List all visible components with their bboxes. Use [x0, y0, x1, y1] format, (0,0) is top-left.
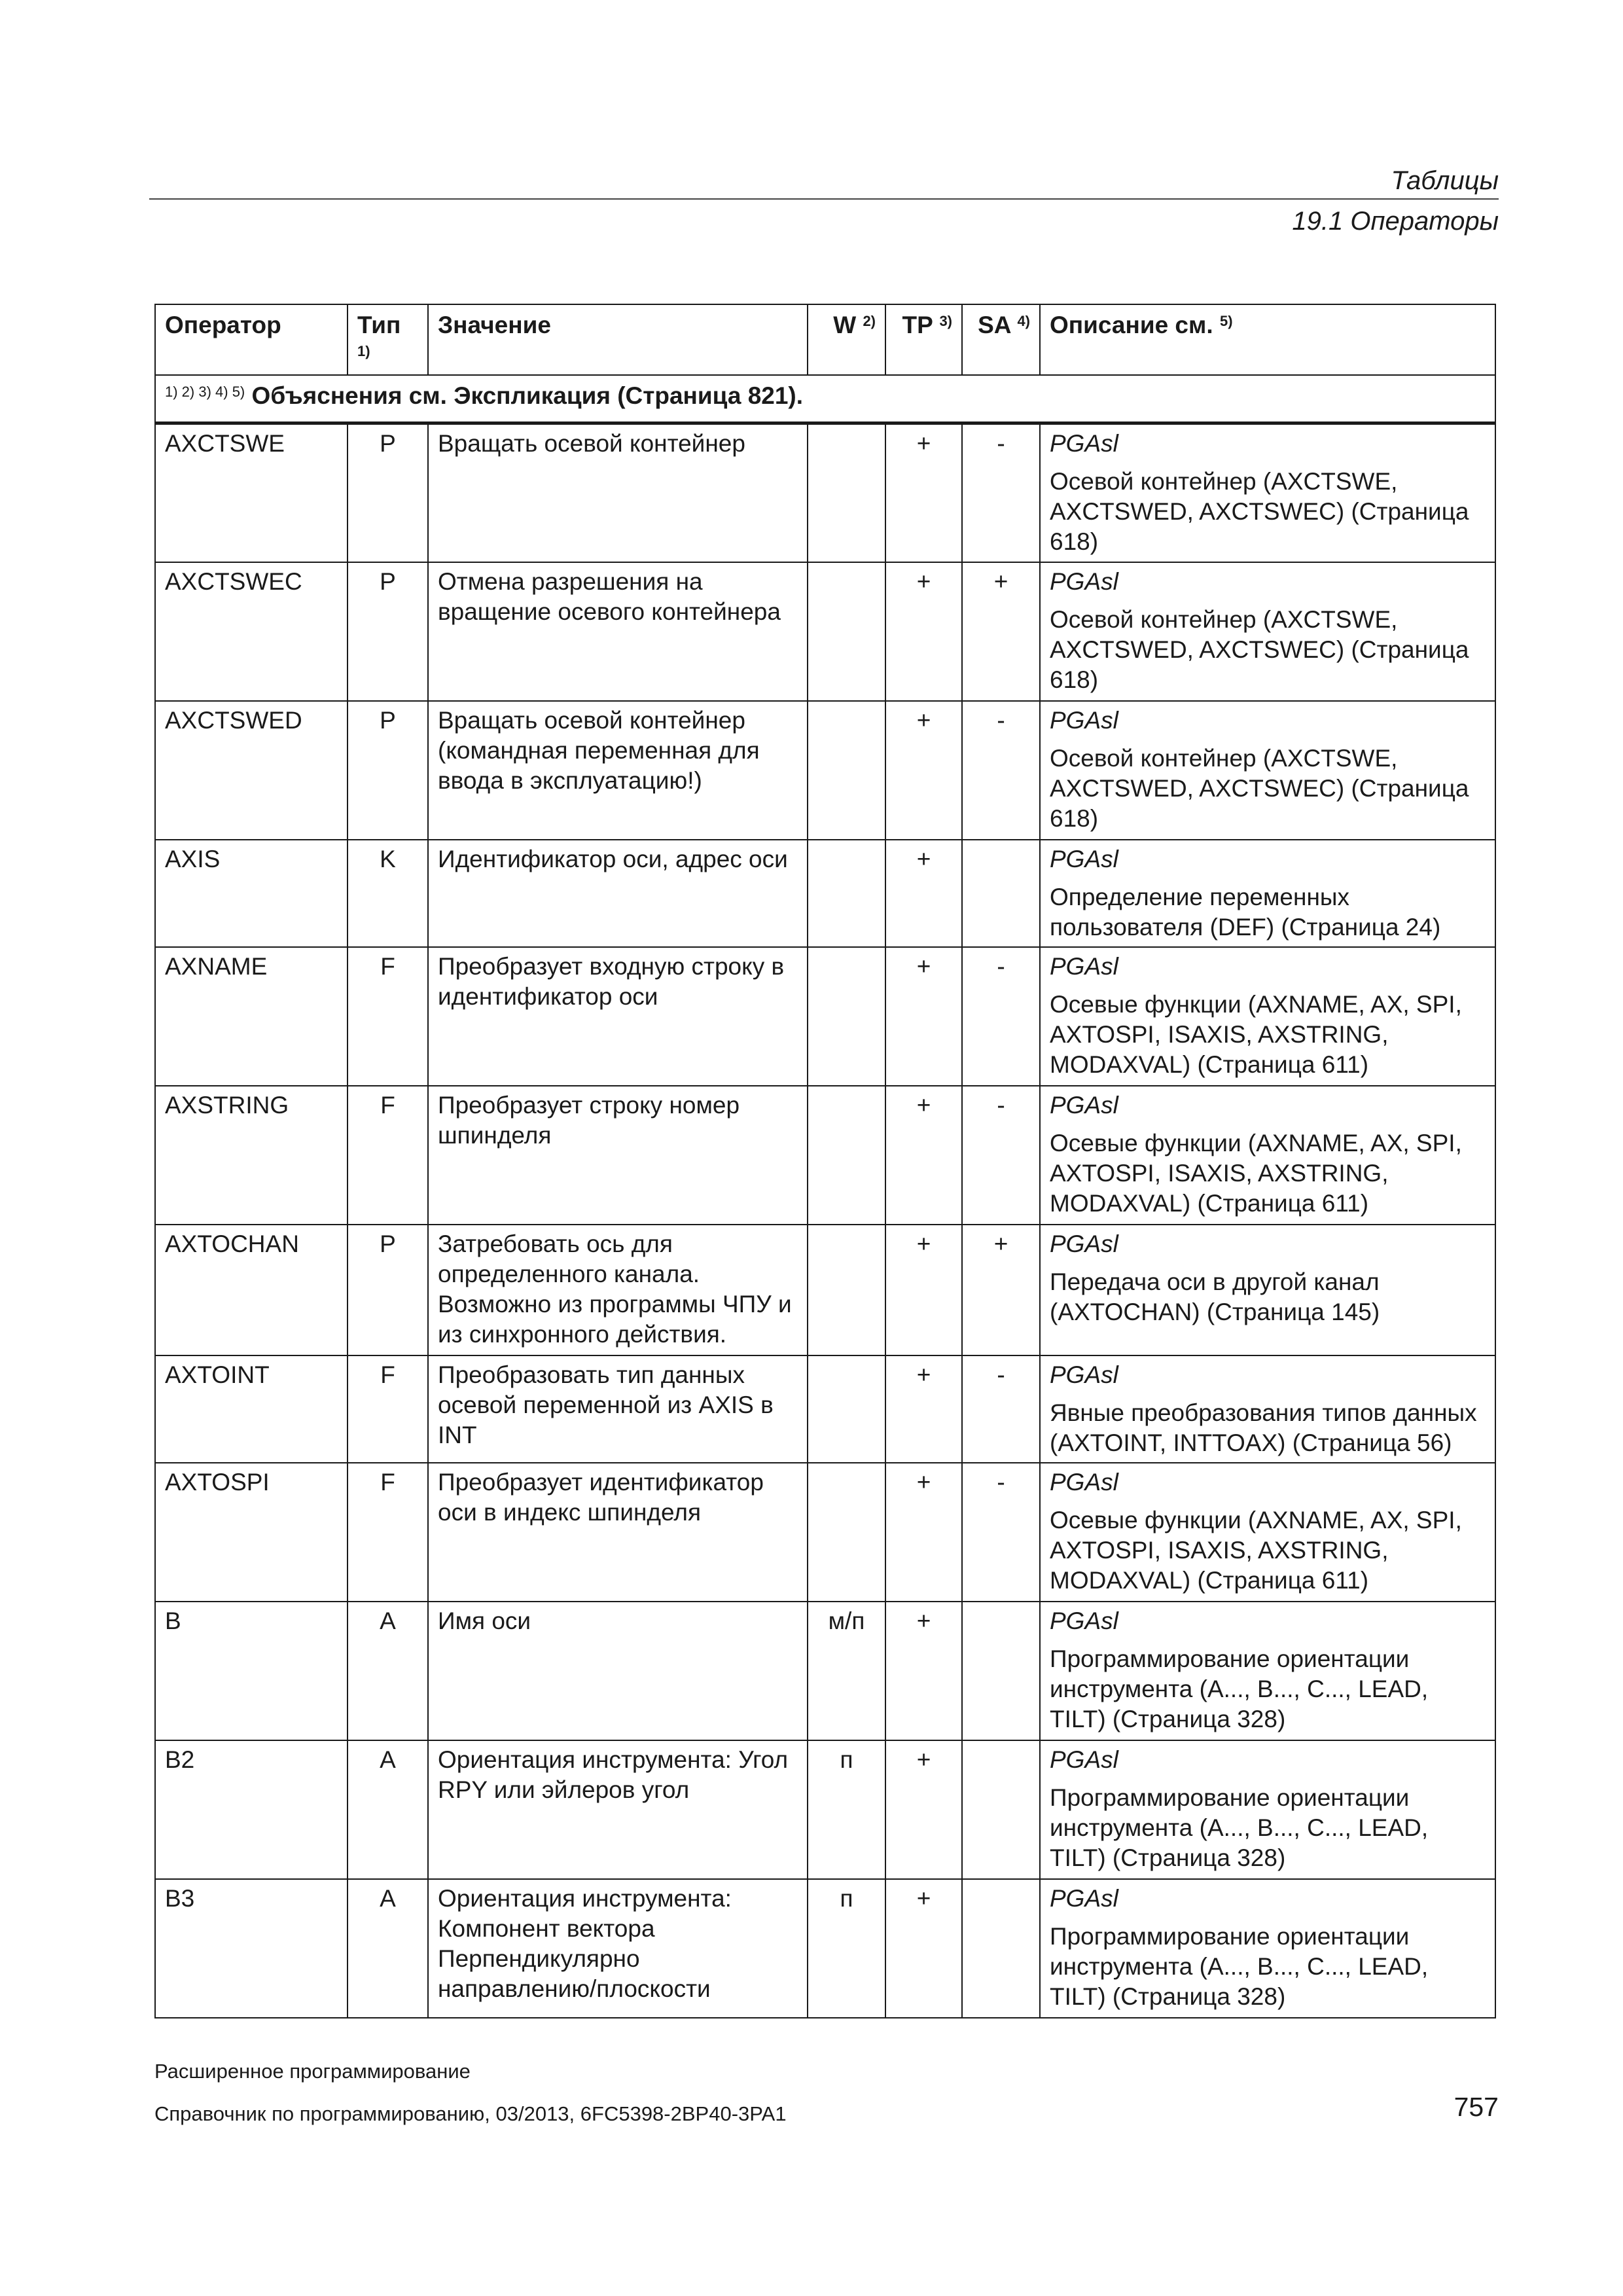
sa-cell: - [962, 1086, 1040, 1225]
pgasl-ref: PGAsl [1050, 1361, 1118, 1388]
meaning-cell: Ориентация инструмента: Угол RPY или эйлеров угол [428, 1740, 808, 1879]
description-text: Осевой контейнер (AXCTSWE, AXCTSWED, AXCTSWEC) (Страница 618) [1050, 605, 1469, 693]
w-cell: м/п [808, 1602, 885, 1740]
type-cell: A [348, 1602, 428, 1740]
w-cell [808, 840, 885, 947]
table-note-row [155, 375, 1495, 423]
w-cell [808, 1225, 885, 1355]
footer-book-title: Расширенное программирование [154, 2060, 471, 2083]
tp-cell: + [885, 840, 962, 947]
description-cell [1040, 1879, 1495, 2018]
meaning-cell: Преобразует входную строку в идентификатор оси [428, 947, 808, 1086]
pgasl-ref: PGAsl [1050, 1746, 1118, 1773]
pgasl-ref: PGAsl [1050, 706, 1118, 734]
page-number: 757 [1454, 2092, 1499, 2122]
tp-cell: + [885, 1355, 962, 1463]
w-cell [808, 423, 885, 562]
description-text: Осевой контейнер (AXCTSWE, AXCTSWED, AXCTSWEC) (Страница 618) [1050, 744, 1469, 832]
sa-cell: - [962, 1355, 1040, 1463]
tp-cell: + [885, 562, 962, 701]
description-text: Осевые функции (AXNAME, AX, SPI, AXTOSPI, ISAXIS, AXSTRING, MODAXVAL) (Страница 611) [1050, 1129, 1462, 1217]
w-cell [808, 701, 885, 840]
operator-cell: B2 [155, 1740, 348, 1879]
type-cell: P [348, 423, 428, 562]
w-cell: п [808, 1879, 885, 2018]
w-cell [808, 1355, 885, 1463]
table-row [155, 1355, 1495, 1463]
sa-cell: - [962, 947, 1040, 1086]
operator-cell: AXTOCHAN [155, 1225, 348, 1355]
col-header-tp: TP $^{3)}$ [885, 304, 962, 375]
operator-cell: AXNAME [155, 947, 348, 1086]
sa-cell: + [962, 562, 1040, 701]
pgasl-ref: PGAsl [1050, 1230, 1118, 1257]
table-row [155, 1879, 1495, 2018]
type-cell: K [348, 840, 428, 947]
pgasl-ref: PGAsl [1050, 567, 1118, 595]
description-text: Программирование ориентации инструмента (A..., B..., C..., LEAD, TILT) (Страница 328) [1050, 1784, 1429, 1871]
meaning-cell: Идентификатор оси, адрес оси [428, 840, 808, 947]
description-cell [1040, 1225, 1495, 1355]
w-cell: п [808, 1740, 885, 1879]
meaning-cell: Преобразует строку номер шпинделя [428, 1086, 808, 1225]
description-text: Явные преобразования типов данных (AXTOINT, INTTOAX) (Страница 56) [1050, 1399, 1477, 1456]
table-row [155, 423, 1495, 562]
description-cell [1040, 423, 1495, 562]
description-cell [1040, 840, 1495, 947]
tp-cell: + [885, 1463, 962, 1602]
w-cell [808, 947, 885, 1086]
w-cell [808, 1463, 885, 1602]
type-cell: A [348, 1740, 428, 1879]
sa-cell [962, 1740, 1040, 1879]
table-row [155, 701, 1495, 840]
description-cell [1040, 1463, 1495, 1602]
pgasl-ref: PGAsl [1050, 430, 1118, 457]
description-text: Осевой контейнер (AXCTSWE, AXCTSWED, AXCTSWEC) (Страница 618) [1050, 468, 1469, 555]
operator-cell: B [155, 1602, 348, 1740]
header-rule [149, 198, 1499, 200]
description-text: Определение переменных пользователя (DEF) (Страница 24) [1050, 883, 1441, 941]
operator-cell: AXTOINT [155, 1355, 348, 1463]
table-row [155, 947, 1495, 1086]
table-row [155, 1086, 1495, 1225]
tp-cell: + [885, 1086, 962, 1225]
col-header-description: Описание см. $^{5)}$ [1040, 304, 1495, 375]
tp-cell: + [885, 423, 962, 562]
tp-cell: + [885, 1225, 962, 1355]
description-cell [1040, 701, 1495, 840]
table-note: $^{1) 2) 3) 4) 5)}$ Объяснения см. Экспликация (Страница 821). [155, 375, 1495, 423]
tp-cell: + [885, 1602, 962, 1740]
pgasl-ref: PGAsl [1050, 845, 1118, 872]
tp-cell: + [885, 947, 962, 1086]
description-text: Передача оси в другой канал (AXTOCHAN) (Страница 145) [1050, 1268, 1380, 1325]
meaning-cell: Затребовать ось для определенного канала. Возможно из программы ЧПУ и из синхронного действия. [428, 1225, 808, 1355]
type-cell: F [348, 947, 428, 1086]
sa-cell: - [962, 423, 1040, 562]
sa-cell [962, 1602, 1040, 1740]
meaning-cell: Вращать осевой контейнер (командная переменная для ввода в эксплуатацию!) [428, 701, 808, 840]
sa-cell [962, 1879, 1040, 2018]
meaning-cell: Преобразовать тип данных осевой переменной из AXIS в INT [428, 1355, 808, 1463]
table-header-row [155, 304, 1495, 375]
sa-cell: - [962, 701, 1040, 840]
header-subsection-title: 19.1 Операторы [1292, 207, 1499, 236]
sa-cell: + [962, 1225, 1040, 1355]
w-cell [808, 562, 885, 701]
table-row [155, 562, 1495, 701]
operator-cell: B3 [155, 1879, 348, 2018]
pgasl-ref: PGAsl [1050, 1607, 1118, 1634]
type-cell: P [348, 701, 428, 840]
meaning-cell: Имя оси [428, 1602, 808, 1740]
description-text: Осевые функции (AXNAME, AX, SPI, AXTOSPI, ISAXIS, AXSTRING, MODAXVAL) (Страница 611) [1050, 990, 1462, 1078]
pgasl-ref: PGAsl [1050, 952, 1118, 980]
tp-cell: + [885, 701, 962, 840]
type-cell: A [348, 1879, 428, 2018]
col-header-w: W $^{2)}$ [808, 304, 885, 375]
type-cell: F [348, 1355, 428, 1463]
table-row [155, 1740, 1495, 1879]
type-cell: P [348, 562, 428, 701]
table-row [155, 1225, 1495, 1355]
col-header-operator: Оператор [155, 304, 348, 375]
operator-cell: AXSTRING [155, 1086, 348, 1225]
operator-cell: AXCTSWED [155, 701, 348, 840]
type-cell: P [348, 1225, 428, 1355]
meaning-cell: Отмена разрешения на вращение осевого контейнера [428, 562, 808, 701]
meaning-cell: Преобразует идентификатор оси в индекс шпинделя [428, 1463, 808, 1602]
description-text: Осевые функции (AXNAME, AX, SPI, AXTOSPI, ISAXIS, AXSTRING, MODAXVAL) (Страница 611) [1050, 1506, 1462, 1594]
operator-cell: AXCTSWE [155, 423, 348, 562]
description-cell [1040, 947, 1495, 1086]
sa-cell [962, 840, 1040, 947]
description-text: Программирование ориентации инструмента (A..., B..., C..., LEAD, TILT) (Страница 328) [1050, 1645, 1429, 1732]
w-cell [808, 1086, 885, 1225]
pgasl-ref: PGAsl [1050, 1091, 1118, 1119]
sa-cell: - [962, 1463, 1040, 1602]
description-cell [1040, 1355, 1495, 1463]
col-header-sa: SA $^{4)}$ [962, 304, 1040, 375]
description-text: Программирование ориентации инструмента (A..., B..., C..., LEAD, TILT) (Страница 328) [1050, 1922, 1429, 2010]
tp-cell: + [885, 1879, 962, 2018]
description-cell [1040, 1602, 1495, 1740]
description-cell [1040, 1740, 1495, 1879]
table-row [155, 1602, 1495, 1740]
type-cell: F [348, 1086, 428, 1225]
description-cell [1040, 1086, 1495, 1225]
operators-table [154, 304, 1496, 2018]
footer-book-info: Справочник по программированию, 03/2013, 6FC5398-2BP40-3PA1 [154, 2102, 787, 2125]
meaning-cell: Вращать осевой контейнер [428, 423, 808, 562]
operator-cell: AXTOSPI [155, 1463, 348, 1602]
meaning-cell: Ориентация инструмента: Компонент вектора Перпендикулярно направлению/плоскости [428, 1879, 808, 2018]
operator-cell: AXCTSWEC [155, 562, 348, 701]
pgasl-ref: PGAsl [1050, 1884, 1118, 1912]
table-row [155, 840, 1495, 947]
description-cell [1040, 562, 1495, 701]
tp-cell: + [885, 1740, 962, 1879]
header-section-title: Таблицы [1391, 166, 1499, 195]
type-cell: F [348, 1463, 428, 1602]
table-row [155, 1463, 1495, 1602]
pgasl-ref: PGAsl [1050, 1468, 1118, 1496]
operator-cell: AXIS [155, 840, 348, 947]
col-header-meaning: Значение [428, 304, 808, 375]
col-header-type: Тип $^{1)}$ [348, 304, 428, 375]
